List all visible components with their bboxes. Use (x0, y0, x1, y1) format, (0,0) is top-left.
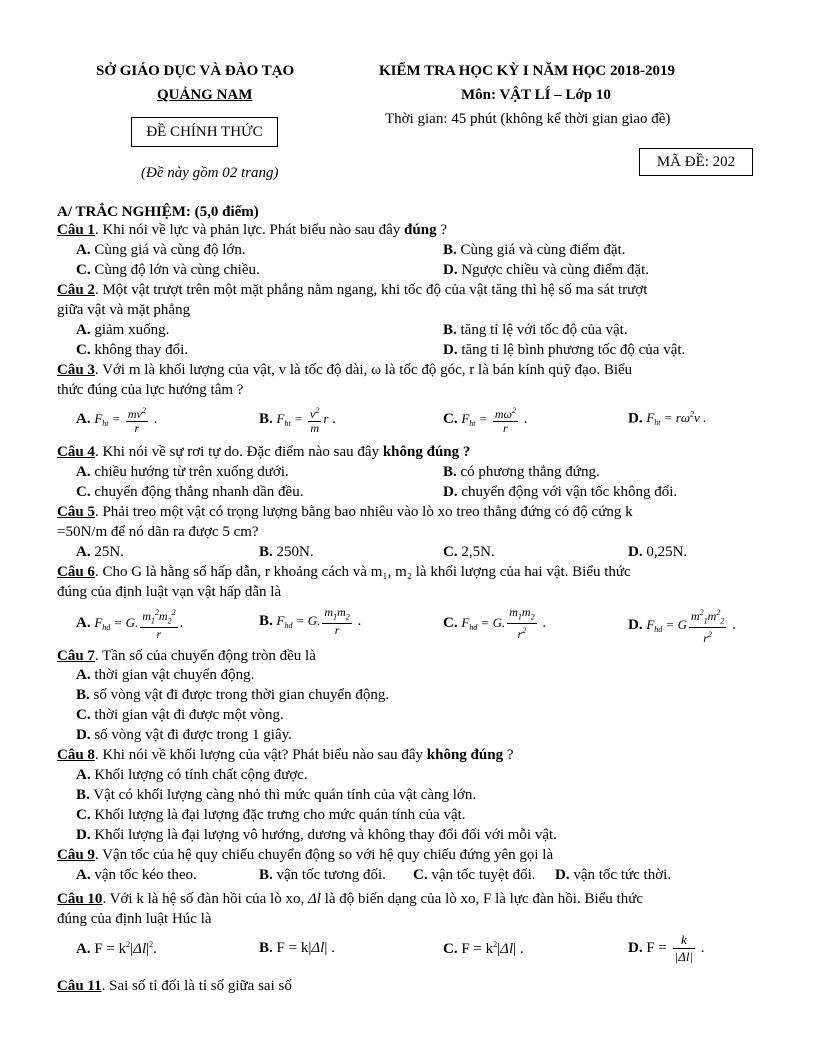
option-text: tăng tỉ lệ bình phương tốc độ của vật. (461, 342, 686, 358)
option-label: C. (443, 941, 458, 957)
option-label: A. (76, 667, 91, 683)
q5-option-b[interactable] (259, 544, 314, 561)
question-tail: ? (503, 747, 514, 763)
option-text: 0,25N. (646, 544, 688, 560)
q8-option-d[interactable] (76, 827, 557, 844)
exam-title: KIỂM TRA HỌC KỲ I NĂM HỌC 2018-2019 (379, 63, 675, 79)
code-box (639, 148, 753, 176)
q7-option-a[interactable] (76, 667, 254, 684)
q6-option-a[interactable]: A. $F_{hd} = G$. $\frac{m_1^2m_2^2}{r}$ . (76, 608, 184, 642)
q9-option-c[interactable] (413, 867, 536, 884)
formula: F = k|Δl| . (276, 940, 335, 956)
option-label: C. (413, 867, 428, 883)
option-label: D. (443, 484, 458, 500)
option-text: chiều hướng từ trên xuống dưới. (94, 464, 289, 480)
q10-option-b[interactable] (259, 940, 335, 957)
option-text: 25N. (94, 544, 124, 560)
q9-option-d[interactable] (555, 867, 671, 884)
q6-option-b[interactable]: B. $F_{hd} = G$. $\frac{m_1m_2}{r}$ . (259, 605, 362, 638)
option-label: B. (76, 787, 90, 803)
q3-option-c[interactable]: C. $F_{ht}$ = $\frac{m\omega^2}{r}$ . (443, 406, 528, 435)
formula: $F_{hd} = G$. (276, 613, 321, 631)
time-line: Thời gian: 45 phút (không kể thời gian giao đề) (385, 111, 671, 127)
question-text-after: là độ biến dạng của lò xo, F là lực đàn hồi. Biểu thức (320, 891, 643, 907)
question-text: . Tần số của chuyển động tròn đều là (94, 648, 316, 664)
option-text: thời gian vật chuyển động. (94, 667, 255, 683)
question-3 (57, 362, 632, 379)
q8-option-c[interactable] (76, 807, 466, 824)
option-text: vận tốc tức thời. (573, 867, 672, 883)
question-text: . Cho G là hằng số hấp dẫn, r khoảng cách và m₁, m₂ là khối lượng của hai vật. Biểu thức (94, 564, 631, 580)
option-text: tăng tỉ lệ với tốc độ của vật. (460, 322, 628, 338)
formula: F = (646, 939, 671, 956)
q10-option-a[interactable] (76, 940, 157, 958)
q1-option-c[interactable] (76, 262, 260, 279)
question-2-line2: giữa vật và mặt phẳng (57, 302, 191, 318)
q7-option-c[interactable] (76, 707, 284, 724)
formula: $F_{hd} = G$. (94, 615, 139, 633)
q2-option-d[interactable] (443, 342, 685, 359)
option-label: D. (443, 342, 458, 358)
option-text: vận tốc kéo theo. (94, 867, 197, 883)
q10-option-c[interactable] (443, 940, 524, 958)
question-number: Câu 7 (57, 648, 95, 664)
option-label: A. (76, 767, 91, 783)
option-label: B. (259, 613, 273, 630)
fraction: $\frac{m\omega^2}{r}$ (494, 406, 516, 435)
question-6 (57, 564, 631, 581)
department-name: SỞ GIÁO DỤC VÀ ĐÀO TẠO (96, 63, 295, 79)
question-number: Câu 11 (57, 978, 102, 994)
question-text: . Khi nói về khối lượng của vật? Phát biểu nào sau đây (94, 747, 427, 763)
formula: $F_{hd} = G$ (646, 617, 687, 635)
formula: $F_{ht}$ = (461, 410, 491, 428)
question-emphasis: không đúng ? (382, 444, 471, 460)
fraction: $\frac{mv^2}{r}$ (127, 406, 146, 435)
fraction: $\frac{v^2}{m}$ (309, 406, 320, 435)
q5-option-d[interactable] (628, 544, 687, 561)
formula: $F = k^2|\Delta l|$ . (461, 940, 524, 957)
question-1 (57, 222, 447, 239)
option-text: Cùng giá và cùng điểm đặt. (460, 242, 626, 258)
option-label: C. (76, 342, 91, 358)
question-emphasis: không đúng (426, 747, 504, 763)
official-label: ĐỀ CHÍNH THỨC (146, 124, 263, 140)
option-label: C. (443, 544, 458, 560)
option-label: D. (76, 727, 91, 743)
option-label: B. (259, 410, 273, 427)
q4-option-b[interactable] (443, 464, 600, 481)
subject-line: Môn: VẬT LÍ – Lớp 10 (461, 87, 611, 103)
formula: $F_{ht}$ = (276, 410, 306, 428)
option-text: số vòng vật đi được trong 1 giây. (94, 727, 292, 743)
q2-option-a[interactable] (76, 322, 169, 339)
option-label: D. (76, 827, 91, 843)
q4-option-a[interactable] (76, 464, 289, 481)
q10-option-d[interactable]: D. F = $\frac{k}{|\Delta l|}$ . (628, 932, 705, 964)
option-text: Ngược chiều và cùng điểm đặt. (461, 262, 650, 278)
option-text: Cùng độ lớn và cùng chiều. (94, 262, 260, 278)
official-box (131, 117, 278, 147)
option-label: A. (76, 242, 91, 258)
option-label: A. (76, 410, 91, 427)
question-emphasis: đúng (404, 222, 437, 238)
q3-option-b[interactable]: B. $F_{ht}$ = $\frac{v^2}{m}$ r . (259, 406, 336, 435)
option-text: thời gian vật đi được một vòng. (94, 707, 284, 723)
q9-option-a[interactable] (76, 867, 197, 884)
option-text: Vật có khối lượng càng nhỏ thì mức quán tính của vật càng lớn. (93, 787, 477, 803)
option-label: B. (443, 322, 457, 338)
option-text: có phương thẳng đứng. (460, 464, 600, 480)
question-text: . Với m là khối lượng của vật, v là tốc độ dài, ω là tốc độ góc, r là bán kính quỹ đạo. Biểu (94, 362, 633, 378)
option-label: B. (259, 940, 273, 956)
question-text: . Vận tốc của hệ quy chiếu chuyển động so với hệ quy chiếu đứng yên gọi là (94, 847, 554, 863)
formula: $F_{hd} = G$. (461, 615, 506, 633)
q8-option-a[interactable] (76, 767, 308, 784)
q4-option-c[interactable] (76, 484, 303, 501)
option-label: B. (443, 242, 457, 258)
q4-option-d[interactable] (443, 484, 677, 501)
option-label: B. (259, 544, 273, 560)
option-label: B. (76, 687, 90, 703)
option-label: D. (555, 867, 570, 883)
fraction: $\frac{m^2_1m^2_2}{r^2}$ (690, 608, 725, 646)
option-label: C. (76, 807, 91, 823)
q5-option-c[interactable] (443, 544, 495, 561)
option-text: 250N. (276, 544, 314, 560)
option-text: giảm xuống. (94, 322, 170, 338)
option-text: 2,5N. (461, 544, 495, 560)
option-label: A. (76, 464, 91, 480)
question-number: Câu 1 (57, 222, 95, 238)
section-title: A/ TRẮC NGHIỆM: (5,0 điểm) (57, 204, 259, 220)
formula: $F_{ht}$ = (94, 410, 124, 428)
q3-option-a[interactable]: A. $F_{ht}$ = $\frac{mv^2}{r}$ . (76, 406, 158, 435)
option-label: D. (628, 939, 643, 956)
question-number: Câu 6 (57, 564, 95, 580)
fraction: $\frac{m_1^2m_2^2}{r}$ (142, 608, 176, 642)
option-label: A. (76, 544, 91, 560)
question-number: Câu 9 (57, 847, 95, 863)
question-number: Câu 3 (57, 362, 95, 378)
fraction: $\frac{k}{|\Delta l|}$ (674, 932, 694, 964)
question-10-line2: đúng của định luật Húc là (57, 911, 212, 927)
question-5 (57, 504, 633, 521)
q7-option-b[interactable] (76, 687, 389, 704)
province-name: QUẢNG NAM (157, 87, 253, 103)
option-label: D. (628, 617, 643, 634)
q1-option-b[interactable] (443, 242, 625, 259)
fraction: $\frac{m_1m_2}{r}$ (324, 605, 350, 638)
option-text: vận tốc tuyệt đối. (431, 867, 536, 883)
question-6-line2: đúng của định luật vạn vật hấp dẫn là (57, 584, 282, 600)
option-label: A. (76, 867, 91, 883)
option-text: Khối lượng có tính chất cộng được. (94, 767, 308, 783)
option-label: B. (259, 867, 273, 883)
option-label: C. (76, 262, 91, 278)
question-tail: ? (436, 222, 447, 238)
option-text: vận tốc tương đối. (276, 867, 386, 883)
option-label: D. (628, 544, 643, 560)
option-text: Khối lượng là đại lượng vô hướng, dương và không thay đổi đối với mỗi vật. (94, 827, 557, 843)
question-2 (57, 282, 647, 299)
question-7 (57, 648, 316, 665)
question-text: . Khi nói về lực và phản lực. Phát biểu nào sau đây (94, 222, 405, 238)
q3-option-d[interactable] (628, 410, 706, 427)
question-text: . Với k là hệ số đàn hồi của lò xo, (102, 891, 308, 907)
question-text: . Khi nói về sự rơi tự do. Đặc điểm nào sau đây (94, 444, 383, 460)
option-label: A. (76, 941, 91, 957)
option-text: Cùng giá và cùng độ lớn. (94, 242, 246, 258)
q2-option-c[interactable] (76, 342, 188, 359)
question-number: Câu 4 (57, 444, 95, 460)
formula: $F = k^2|\Delta l|^2$. (94, 940, 157, 957)
question-number: Câu 2 (57, 282, 95, 298)
question-text: . Sai số tỉ đối là tỉ số giữa sai số (101, 978, 292, 994)
q1-option-a[interactable] (76, 242, 246, 259)
question-text: . Một vật trượt trên một mặt phẳng nằm ngang, khi tốc độ của vật tăng thì hệ số ma sát trượt (94, 282, 648, 298)
option-label: C. (443, 615, 458, 632)
option-label: D. (443, 262, 458, 278)
option-label: C. (443, 410, 458, 427)
formula: $F_{ht} = r\omega^2v$ . (646, 410, 707, 428)
question-3-line2: thức đúng của lực hướng tâm ? (57, 382, 244, 398)
pages-note: (Đề này gồm 02 trang) (141, 165, 279, 181)
q7-option-d[interactable] (76, 727, 292, 744)
option-text: chuyển động với vận tốc không đổi. (461, 484, 678, 500)
delta-l-symbol: Δl (307, 891, 321, 907)
q1-option-d[interactable] (443, 262, 649, 279)
option-label: C. (76, 484, 91, 500)
option-label: B. (443, 464, 457, 480)
option-label: A. (76, 615, 91, 632)
option-label: A. (76, 322, 91, 338)
option-label: C. (76, 707, 91, 723)
question-4 (57, 444, 470, 461)
option-text: chuyển động thẳng nhanh dần đều. (94, 484, 304, 500)
q9-option-b[interactable] (259, 867, 386, 884)
fraction: $\frac{m_1m_2}{r^2}$ (509, 605, 535, 642)
q6-option-c[interactable]: C. $F_{hd} = G$. $\frac{m_1m_2}{r^2}$ . (443, 605, 547, 642)
question-number: Câu 10 (57, 891, 103, 907)
option-text: số vòng vật đi được trong thời gian chuyển động. (93, 687, 390, 703)
option-text: không thay đổi. (94, 342, 189, 358)
question-number: Câu 8 (57, 747, 95, 763)
code-label: MÃ ĐỀ: 202 (656, 154, 736, 170)
option-text: Khối lượng là đại lượng đặc trưng cho mức quán tính của vật. (94, 807, 466, 823)
question-number: Câu 5 (57, 504, 95, 520)
question-9 (57, 847, 553, 864)
q6-option-d[interactable]: D. $F_{hd} = G$ $\frac{m^2_1m^2_2}{r^2}$ . (628, 608, 736, 646)
question-5-line2: =50N/m để nó dãn ra được 5 cm? (57, 524, 259, 540)
option-label: D. (628, 410, 643, 427)
q5-option-a[interactable] (76, 544, 124, 561)
question-text: . Phải treo một vật có trọng lượng bằng bao nhiêu vào lò xo treo thẳng đứng có độ cứng k (94, 504, 633, 520)
q2-option-b[interactable] (443, 322, 628, 339)
q8-option-b[interactable] (76, 787, 476, 804)
question-11 (57, 978, 292, 995)
question-10 (57, 891, 643, 908)
question-8 (57, 747, 514, 764)
